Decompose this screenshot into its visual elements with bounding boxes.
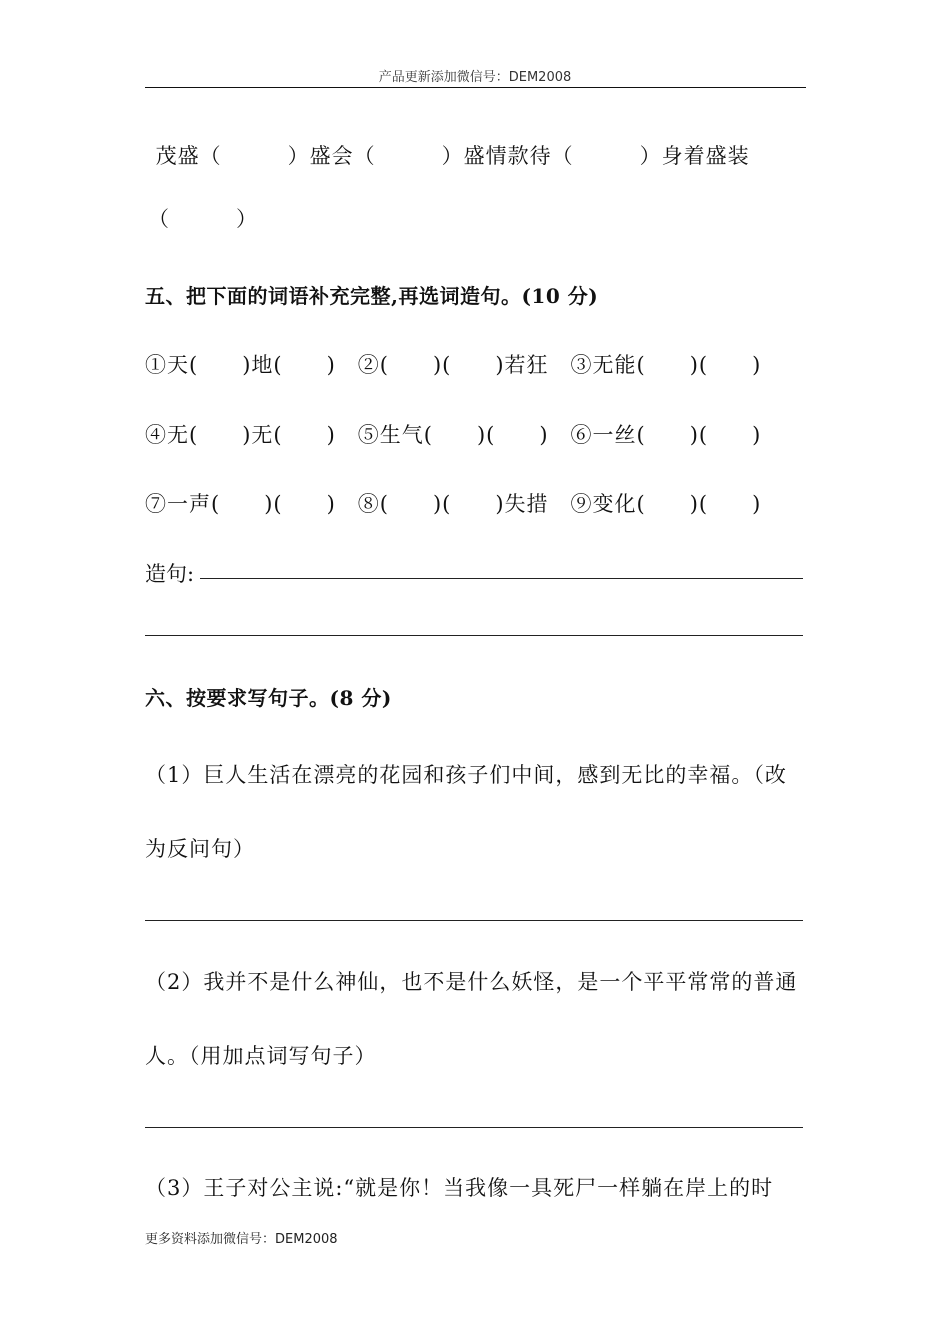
question-2-text-continued: 人。（用加点词写句子） bbox=[145, 1044, 377, 1068]
question-1-answer-line[interactable] bbox=[145, 920, 803, 921]
idiom-row-1: ①天( )地( ) ②( )( )若狂 ③无能( )( ) bbox=[145, 353, 762, 377]
sentence-label: 造句: bbox=[145, 562, 195, 586]
question-2-answer-line[interactable] bbox=[145, 1127, 803, 1128]
question-2-text: （2）我并不是什么神仙，也不是什么妖怪，是一个平平常常的普通 bbox=[145, 970, 798, 994]
header-divider bbox=[145, 87, 806, 88]
sentence-answer-line-2[interactable] bbox=[145, 635, 803, 636]
question-3-text: （3）王子对公主说:“就是你！当我像一具死尸一样躺在岸上的时 bbox=[145, 1176, 774, 1200]
word-fill-line-continued: （ ） bbox=[148, 207, 258, 231]
page-header: 产品更新添加微信号：DEM2008 bbox=[378, 70, 572, 85]
section-six-heading: 六、按要求写句子。(8 分) bbox=[145, 686, 392, 710]
question-1-text: （1）巨人生活在漂亮的花园和孩子们中间，感到无比的幸福。（改 bbox=[145, 763, 787, 787]
section-five-heading: 五、把下面的词语补充完整,再选词造句。(10 分) bbox=[145, 284, 599, 308]
word-fill-line: 茂盛（ ）盛会（ ）盛情款待（ ）身着盛装 bbox=[148, 144, 750, 168]
sentence-answer-line[interactable] bbox=[200, 578, 803, 579]
idiom-row-3: ⑦一声( )( ) ⑧( )( )失措 ⑨变化( )( ) bbox=[145, 492, 762, 516]
page-footer: 更多资料添加微信号：DEM2008 bbox=[145, 1232, 338, 1247]
idiom-row-2: ④无( )无( ) ⑤生气( )( ) ⑥一丝( )( ) bbox=[145, 423, 762, 447]
question-1-text-continued: 为反问句） bbox=[145, 837, 255, 861]
